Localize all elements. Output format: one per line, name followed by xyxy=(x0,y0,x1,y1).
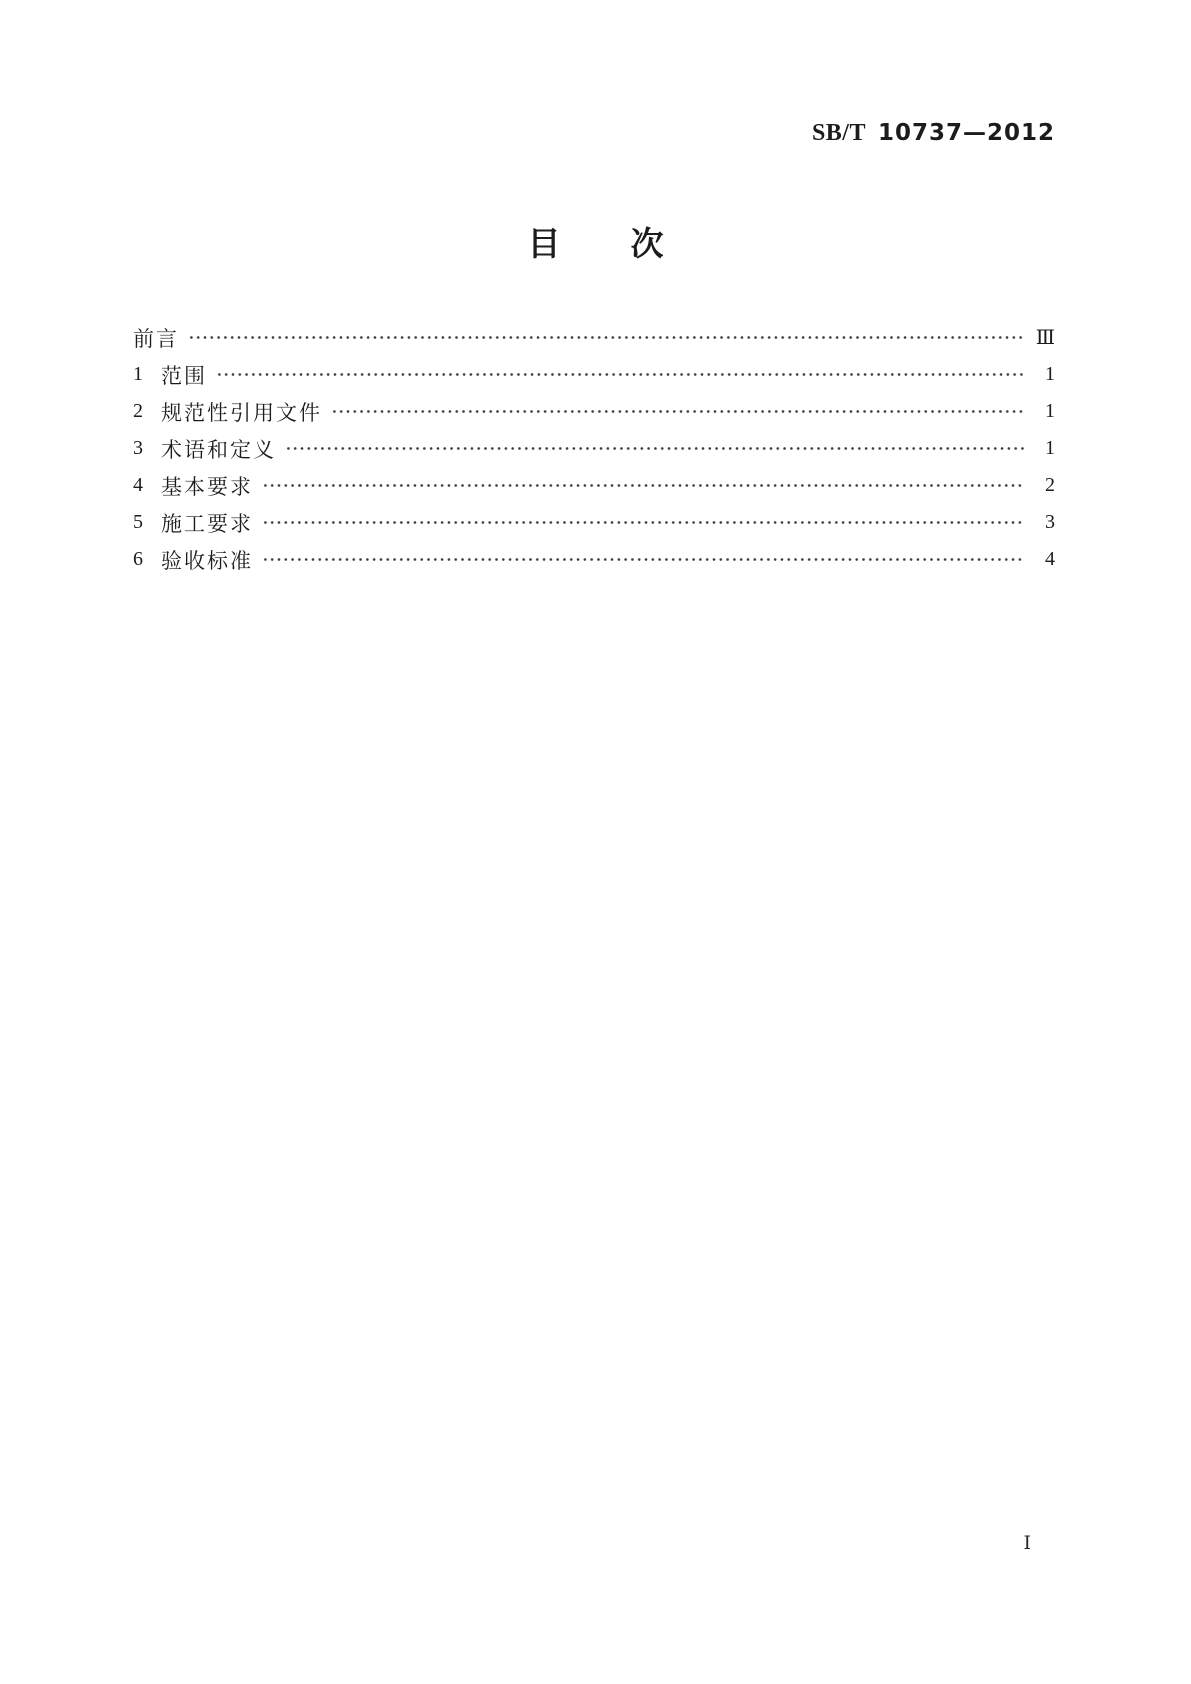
toc-entry-label: 术语和定义 xyxy=(161,437,276,462)
toc-row xyxy=(133,356,1055,393)
standard-code xyxy=(812,120,1055,147)
toc-page-number: 1 xyxy=(1045,437,1055,459)
footer-page-number: Ⅰ xyxy=(1023,1533,1031,1554)
toc-leader-dots xyxy=(262,549,1024,570)
toc-entry-number: 5 xyxy=(133,511,143,533)
standard-code-prefix: SB/T xyxy=(811,120,866,146)
toc-entry-number: 3 xyxy=(133,437,143,459)
toc-page-number: 3 xyxy=(1045,511,1055,533)
toc-entry-number: 2 xyxy=(133,400,143,422)
page-title-char: 目 xyxy=(527,224,561,263)
toc-entry-number: 1 xyxy=(133,363,143,385)
toc-leader-dots xyxy=(331,401,1024,422)
toc-leader-dots xyxy=(285,438,1024,459)
toc-row xyxy=(133,541,1055,578)
toc-leader-dots xyxy=(216,364,1024,385)
toc-row xyxy=(133,504,1055,541)
toc-entry-label: 基本要求 xyxy=(161,474,253,499)
toc-row xyxy=(133,430,1055,467)
toc-row xyxy=(133,319,1055,356)
toc-page-number: 2 xyxy=(1045,474,1055,496)
toc-page-number: 1 xyxy=(1045,400,1055,422)
toc-entry-label: 规范性引用文件 xyxy=(161,400,322,425)
toc-entry-label: 范围 xyxy=(161,363,207,388)
toc-entry-label: 施工要求 xyxy=(161,511,253,536)
toc-entry-label: 验收标准 xyxy=(161,548,253,573)
toc-leader-dots xyxy=(188,327,1024,348)
page-title-char: 次 xyxy=(630,224,664,263)
standard-code-number: 10737—2012 xyxy=(877,120,1055,146)
toc-leader-dots xyxy=(262,512,1024,533)
toc-page-number: 1 xyxy=(1045,363,1055,385)
toc-row xyxy=(133,393,1055,430)
toc-page-number: 4 xyxy=(1045,548,1055,570)
toc-entry-label: 前言 xyxy=(133,326,179,351)
toc-leader-dots xyxy=(262,475,1024,496)
toc-row xyxy=(133,467,1055,504)
toc-entry-number: 4 xyxy=(133,474,143,496)
page-title xyxy=(0,224,1191,263)
toc-page-number: Ⅲ xyxy=(1035,327,1055,349)
toc-entry-number: 6 xyxy=(133,548,143,570)
table-of-contents xyxy=(133,319,1055,578)
